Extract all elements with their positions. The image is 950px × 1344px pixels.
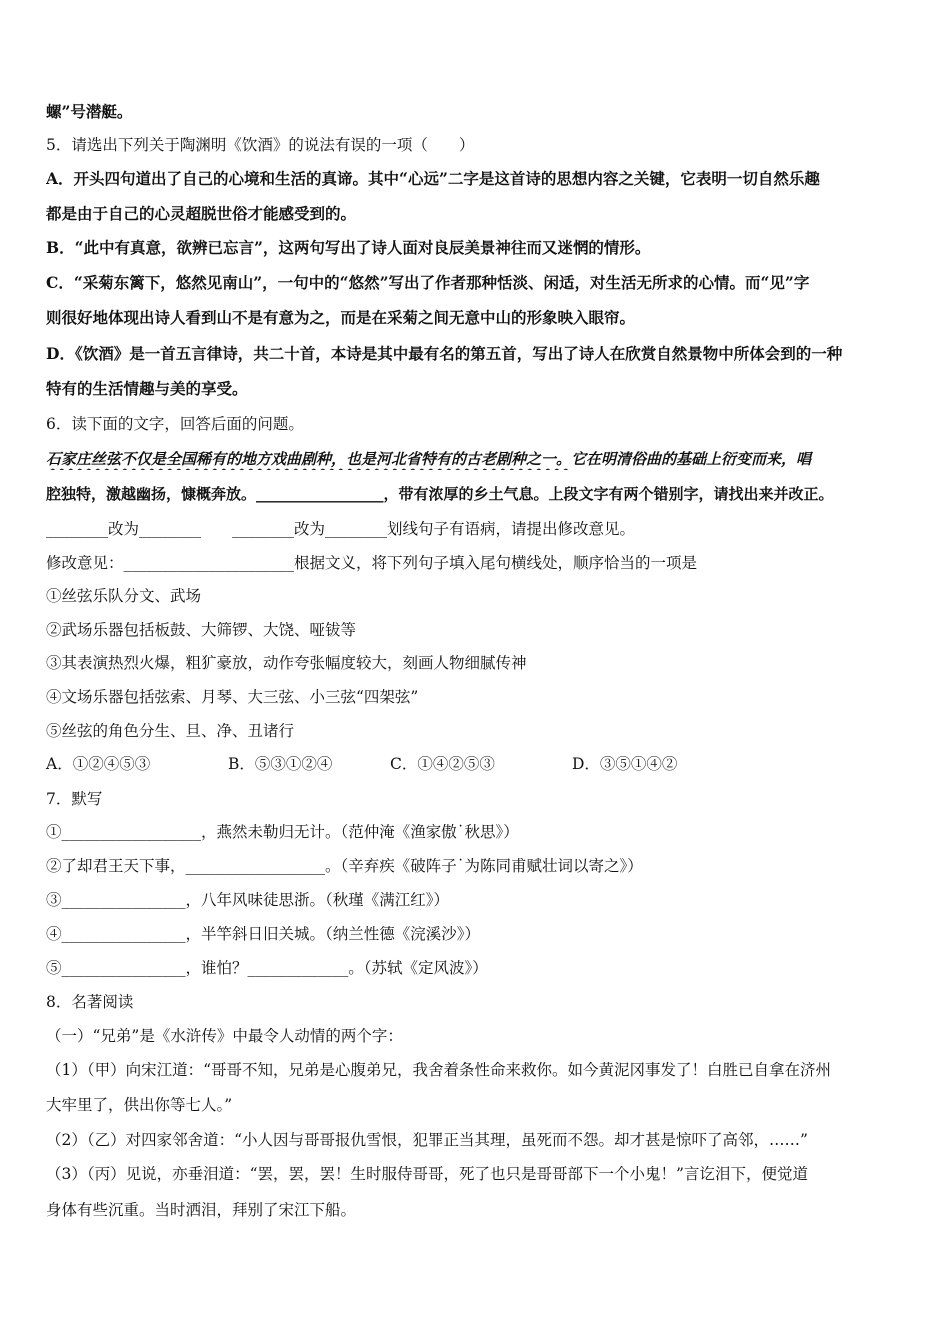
question-5-stem: 5．请选出下列关于陶渊明《饮酒》的说法有误的一项（ ） bbox=[46, 136, 475, 154]
passage-2: （2）（乙）对四家邻舍道：“小人因与哥哥报仇雪恨，犯罪正当其理，虽死而不怨。却才甚是惊吓了高邻，……” bbox=[46, 1131, 808, 1149]
question-7-stem: 7．默写 bbox=[46, 790, 103, 808]
passage-3: （3）（丙）见说，亦垂泪道：“罢，罢，罢！生时服侍哥哥，死了也只是哥哥部下一个小鬼！”言讫泪下，便觉道 bbox=[46, 1165, 808, 1183]
underlined-sentence: 石家庄丝弦不仅是全国稀有的地方戏曲剧种，也是河北省特有的古老剧种之一。 bbox=[46, 450, 572, 468]
question-8-stem: 8．名著阅读 bbox=[46, 993, 134, 1011]
passage-1: （1）（甲）向宋江道：“哥哥不知，兄弟是心腹弟兄，我舍着条性命来救你。如今黄泥冈事发了！白胜已自拿在济州 bbox=[46, 1061, 832, 1079]
question-5-option-a-cont: 都是由于自己的心灵超脱世俗才能感受到的。 bbox=[46, 204, 357, 223]
dictation-4: ④________________，半竿斜日旧关城。（纳兰性德《浣溪沙》） bbox=[46, 925, 481, 943]
question-6-option-c: C．①④②⑤③ bbox=[390, 755, 495, 773]
sentence-1: ①丝弦乐队分文、武场 bbox=[46, 587, 202, 605]
question-6-option-d: D．③⑤①④② bbox=[572, 755, 678, 773]
dictation-1: ①__________________，燕然未勒归无计。（范仲淹《渔家傲˙秋思》） bbox=[46, 823, 519, 841]
passage-3-cont: 身体有些沉重。当时洒泪，拜别了宋江下船。 bbox=[46, 1201, 357, 1219]
question-6-stem: 6．读下面的文字，回答后面的问题。 bbox=[46, 415, 304, 433]
passage-1-cont: 大牢里了，供出你等七人。” bbox=[46, 1096, 233, 1114]
question-6-passage-line-1 bbox=[46, 448, 916, 470]
question-5-option-d-cont: 特有的生活情趣与美的享受。 bbox=[46, 379, 248, 398]
text-line: 螺”号潜艇。 bbox=[46, 102, 133, 121]
sentence-5: ⑤丝弦的角色分生、旦、净、丑诸行 bbox=[46, 722, 295, 740]
question-6-correction-blanks: ________改为________ ________改为________划线句子有语病，请提出修改意见。 bbox=[46, 520, 636, 538]
dictation-5: ⑤________________，谁怕？_____________。（苏轼《定风波》） bbox=[46, 959, 488, 977]
passage-text: 它在明清俗曲的基础上衍变而来，唱 bbox=[571, 450, 812, 468]
sentence-4: ④文场乐器包括弦索、月琴、大三弦、小三弦“四架弦” bbox=[46, 688, 419, 706]
question-6-option-a: A．①②④⑤③ bbox=[46, 755, 151, 773]
sentence-2: ②武场乐器包括板鼓、大筛锣、大饶、哑钹等 bbox=[46, 621, 357, 639]
question-6-option-b: B．⑤③①②④ bbox=[228, 755, 333, 773]
question-5-option-c-cont: 则很好地体现出诗人看到山不是有意为之，而是在采菊之间无意中山的形象映入眼帘。 bbox=[46, 308, 636, 327]
question-5-option-b: B．“此中有真意，欲辨已忘言”，这两句写出了诗人面对良辰美景神往而又迷惘的情形。 bbox=[46, 238, 651, 257]
question-6-revision-prompt: 修改意见：______________________根据文义，将下列句子填入尾句横线处，顺序恰当的一项是 bbox=[46, 554, 698, 572]
dictation-3: ③________________，八年风味徒思浙。（秋瑾《满江红》） bbox=[46, 891, 450, 909]
question-5-option-a: A．开头四句道出了自己的心境和生活的真谛。其中“心远”二字是这首诗的思想内容之关键，它表明一切自然乐趣 bbox=[46, 169, 820, 188]
question-8-heading: （一）“兄弟”是《水浒传》中最令人动情的两个字： bbox=[46, 1027, 403, 1045]
sentence-3: ③其表演热烈火爆，粗犷豪放，动作夸张幅度较大，刻画人物细腻传神 bbox=[46, 654, 527, 672]
question-5-option-c: C．“采菊东篱下，悠然见南山”，一句中的“悠然”写出了作者那种恬淡、闲适，对生活无所求的心情。而“见”字 bbox=[46, 273, 810, 292]
dictation-2: ②了却君王天下事，__________________。（辛弃疾《破阵子˙为陈同甫赋壮词以寄之》） bbox=[46, 857, 643, 875]
question-5-option-d: D．《饮酒》是一首五言律诗，共二十首，本诗是其中最有名的第五首，写出了诗人在欣赏自然景物中所体会到的一种 bbox=[46, 344, 843, 363]
question-6-passage-line-2: 腔独特，激越幽扬，慷概奔放。_________________，带有浓厚的乡土气息。上段文字有两个错别字，请找出来并改正。 bbox=[46, 485, 834, 503]
